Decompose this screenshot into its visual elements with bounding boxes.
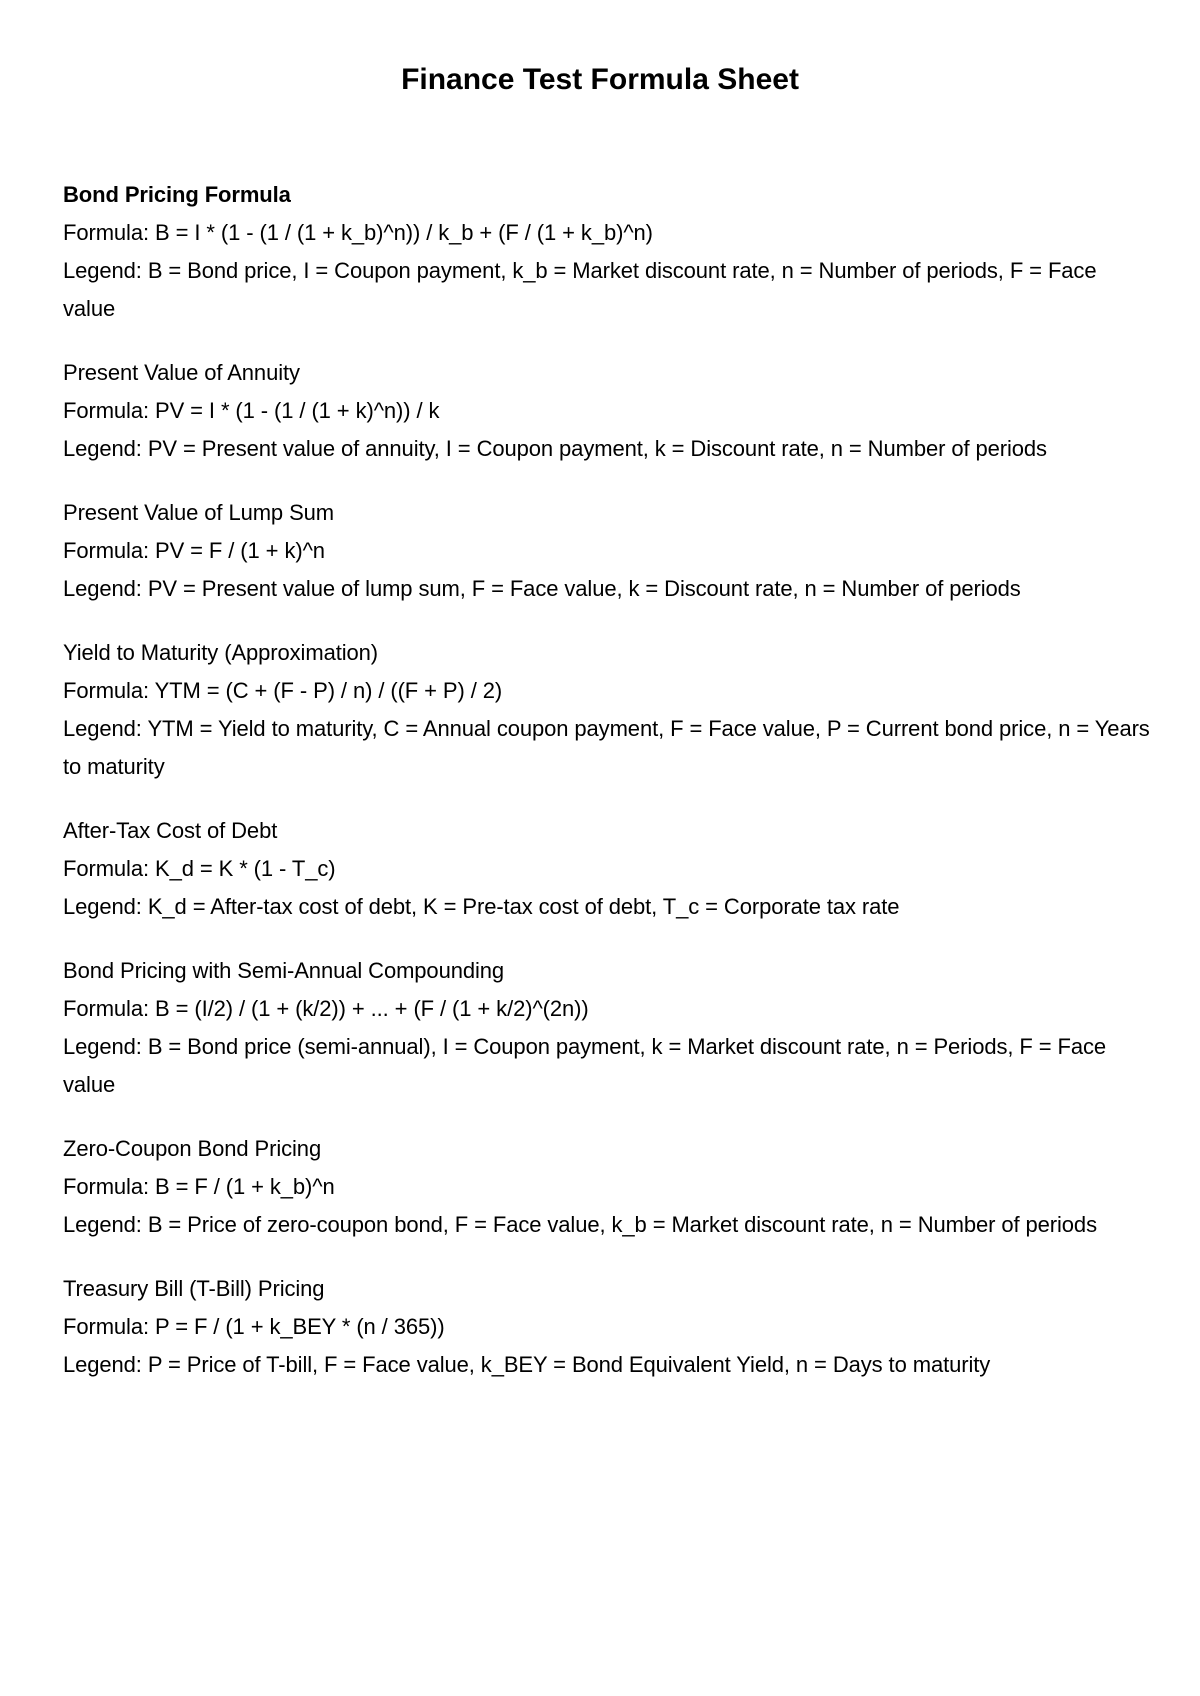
- section-heading: Bond Pricing with Semi-Annual Compounding: [63, 958, 505, 983]
- section-heading: Treasury Bill (T-Bill) Pricing: [63, 1276, 325, 1301]
- formula-section-pv-lump-sum: [63, 494, 1153, 608]
- section-heading: Present Value of Annuity: [63, 360, 300, 385]
- section-heading: Present Value of Lump Sum: [63, 500, 335, 525]
- legend-text: Legend: K_d = After-tax cost of debt, K = Pre-tax cost of debt, T_c = Corporate tax rate: [63, 894, 900, 919]
- page-title: Finance Test Formula Sheet: [401, 63, 799, 96]
- legend-text: Legend: P = Price of T-bill, F = Face value, k_BEY = Bond Equivalent Yield, n = Days to maturity: [63, 1352, 991, 1377]
- formula-text: Formula: YTM = (C + (F - P) / n) / ((F + P) / 2): [63, 678, 503, 703]
- section-heading: Yield to Maturity (Approximation): [63, 640, 379, 665]
- formula-section-t-bill: [63, 1270, 1153, 1384]
- legend-text: Legend: B = Price of zero-coupon bond, F = Face value, k_b = Market discount rate, n = Number of periods: [63, 1212, 1097, 1237]
- section-heading: Zero-Coupon Bond Pricing: [63, 1136, 322, 1161]
- formula-text: Formula: K_d = K * (1 - T_c): [63, 856, 336, 881]
- formula-list: [63, 176, 1153, 1410]
- legend-text: Legend: PV = Present value of annuity, I = Coupon payment, k = Discount rate, n = Number of periods: [63, 436, 1047, 461]
- formula-text: Formula: P = F / (1 + k_BEY * (n / 365)): [63, 1314, 445, 1339]
- formula-text: Formula: PV = I * (1 - (1 / (1 + k)^n)) / k: [63, 398, 440, 423]
- legend-text: Legend: PV = Present value of lump sum, F = Face value, k = Discount rate, n = Number of periods: [63, 576, 1021, 601]
- formula-section-ytm: [63, 634, 1153, 786]
- section-heading: After-Tax Cost of Debt: [63, 818, 278, 843]
- formula-section-bond-pricing: [63, 176, 1153, 328]
- formula-text: Formula: B = I * (1 - (1 / (1 + k_b)^n)) / k_b + (F / (1 + k_b)^n): [63, 220, 653, 245]
- formula-text: Formula: B = F / (1 + k_b)^n: [63, 1174, 335, 1199]
- legend-text: Legend: YTM = Yield to maturity, C = Annual coupon payment, F = Face value, P = Current bond price, n = Years to maturity: [63, 716, 1150, 779]
- legend-text: Legend: B = Bond price (semi-annual), I = Coupon payment, k = Market discount rate, n = Periods, F = Face value: [63, 1034, 1107, 1097]
- formula-section-pv-annuity: [63, 354, 1153, 468]
- formula-section-zero-coupon: [63, 1130, 1153, 1244]
- legend-text: Legend: B = Bond price, I = Coupon payment, k_b = Market discount rate, n = Number of periods, F = Face value: [63, 258, 1097, 321]
- formula-section-semi-annual: [63, 952, 1153, 1104]
- formula-text: Formula: B = (I/2) / (1 + (k/2)) + ... + (F / (1 + k/2)^(2n)): [63, 996, 589, 1021]
- section-heading: Bond Pricing Formula: [63, 182, 291, 207]
- formula-text: Formula: PV = F / (1 + k)^n: [63, 538, 325, 563]
- formula-section-after-tax-debt: [63, 812, 1153, 926]
